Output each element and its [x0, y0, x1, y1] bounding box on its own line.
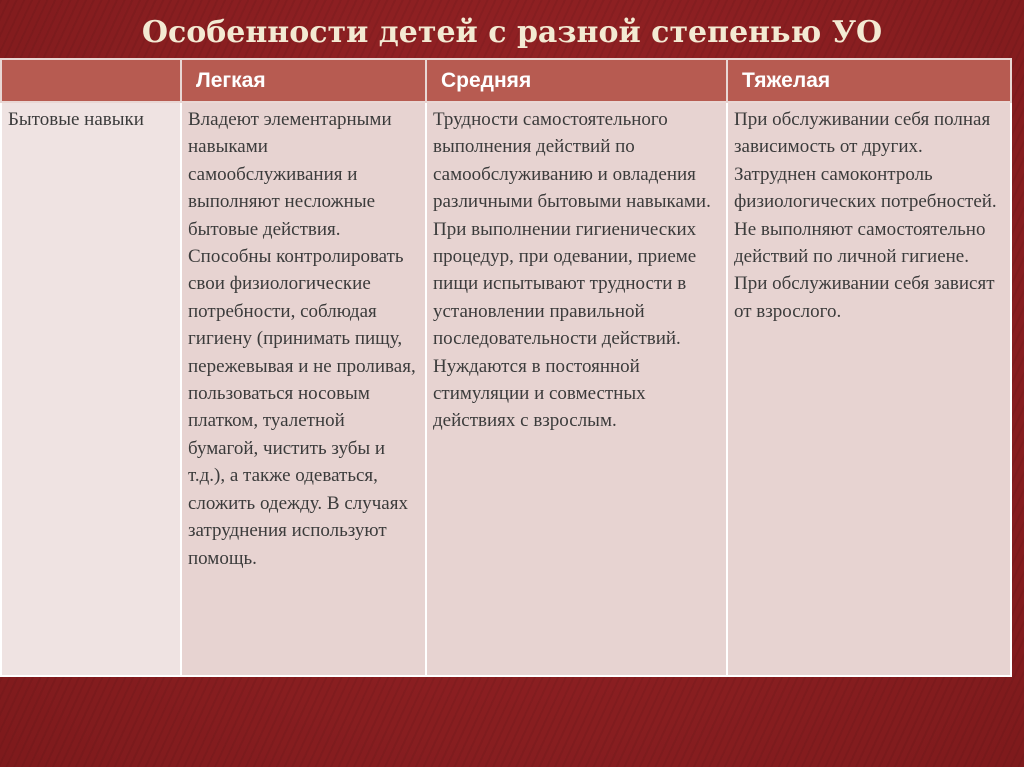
header-corner-cell	[1, 59, 181, 102]
slide-title: Особенности детей с разной степенью УО	[141, 15, 883, 50]
cell-moderate: Трудности самостоятельного выполнения действий по самообслуживанию и овладения различными бытовыми навыками. При выполнении гигиенических процедур, при одевании, приеме пищи испытывают трудности в установлении правильной последовательности действий. Нуждаются в постоянной стимуляции и совместных действиях с взрослым.	[426, 102, 727, 676]
header-row	[1, 59, 1011, 102]
header-moderate: Средняя	[426, 59, 727, 102]
row-label: Бытовые навыки	[1, 102, 181, 676]
header-mild: Легкая	[181, 59, 426, 102]
header-severe: Тяжелая	[727, 59, 1011, 102]
cell-severe: При обслуживании себя полная зависимость от других. Затруднен самоконтроль физиологических потребностей. Не выполняют самостоятельно действий по личной гигиене. При обслуживании себя зависят от взрослого.	[727, 102, 1011, 676]
table-row	[1, 102, 1011, 676]
cell-mild: Владеют элементарными навыками самообслуживания и выполняют несложные бытовые действия. Способны контролировать свои физиологические потребности, соблюдая гигиену (принимать пищу, пережевывая и не проливая, пользоваться носовым платком, туалетной бумагой, чистить зубы и т.д.), а также одеваться, сложить одежду. В случаях затруднения используют помощь.	[181, 102, 426, 676]
comparison-table	[0, 58, 1012, 677]
